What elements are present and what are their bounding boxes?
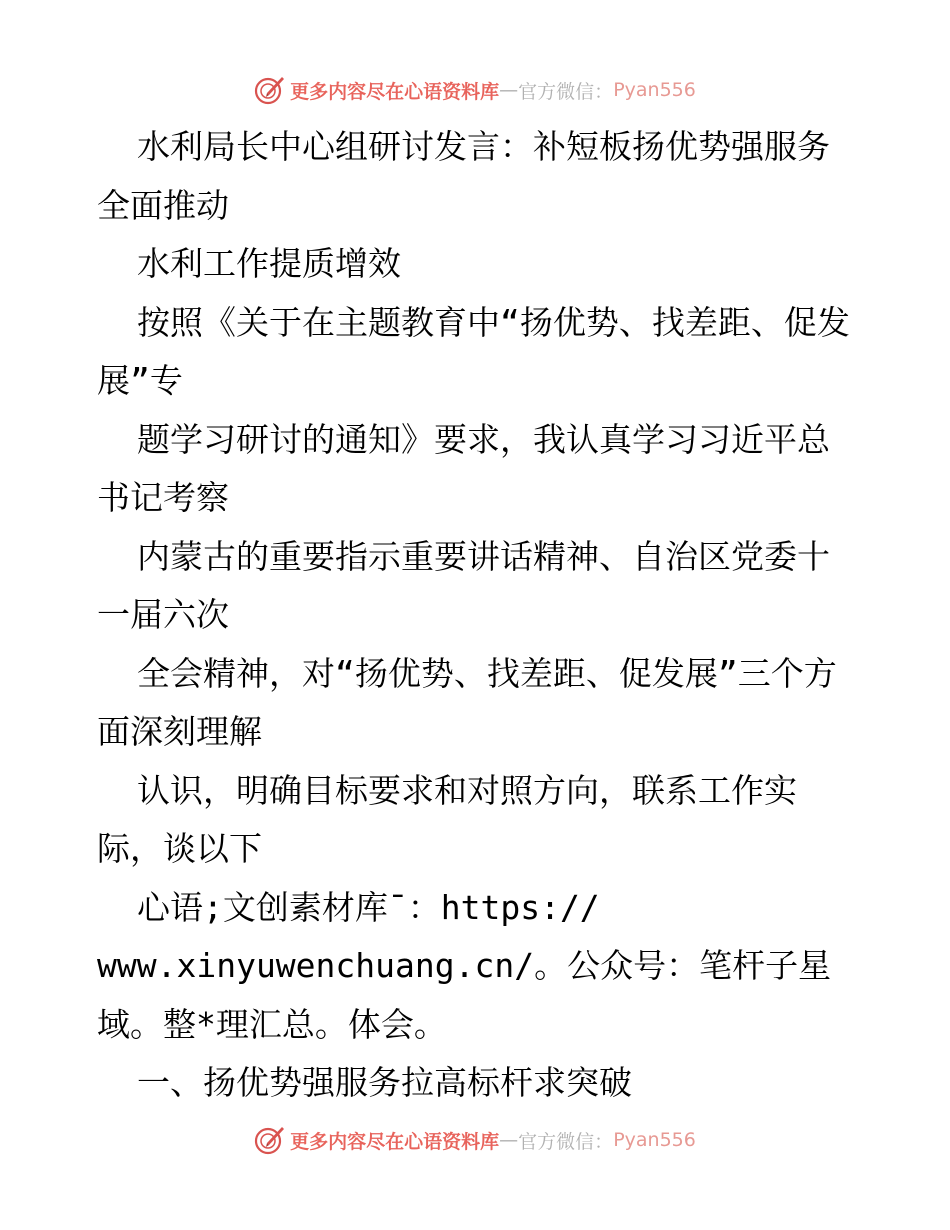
paragraph: 按照《关于在主题教育中“扬优势、找差距、促发展”专 (97, 302, 850, 400)
paragraph: 内蒙古的重要指示重要讲话精神、自治区党委十一届六次 (97, 536, 830, 634)
header-watermark-banner (0, 70, 950, 110)
paragraph-source-note: 心语;文创素材库¯：https:// www.xinyuwenchuang.cn/。公众号：笔杆子星域。整*理汇总。体会。 (97, 887, 832, 1044)
banner-wechat-label: 官方微信： (518, 80, 614, 103)
banner-main-text: 更多内容尽在心语资料库 (290, 80, 500, 103)
banner-main-text: 更多内容尽在心语资料库 (290, 1130, 500, 1153)
document-body (97, 118, 857, 1113)
banner-dash: — (499, 79, 519, 101)
paragraph-title: 水利局长中心组研讨发言：补短板扬优势强服务全面推动 (97, 127, 830, 225)
banner-dash: — (499, 1129, 519, 1151)
banner-wechat-id: Pyan556 (613, 1129, 696, 1151)
paragraph: 题学习研讨的通知》要求，我认真学习习近平总书记考察 (97, 419, 830, 517)
footer-watermark-banner (0, 1120, 950, 1160)
pen-logo-icon (254, 74, 286, 106)
banner-wechat-label: 官方微信： (518, 1130, 614, 1153)
paragraph: 全会精神，对“扬优势、找差距、促发展”三个方面深刻理解 (97, 653, 837, 751)
paragraph: 水利工作提质增效 (137, 244, 401, 283)
pen-logo-icon (254, 1124, 286, 1156)
paragraph: 认识，明确目标要求和对照方向，联系工作实际，谈以下 (97, 770, 797, 868)
banner-wechat-id: Pyan556 (613, 79, 696, 101)
section-heading: 一、扬优势强服务拉高标杆求突破 (137, 1063, 632, 1102)
